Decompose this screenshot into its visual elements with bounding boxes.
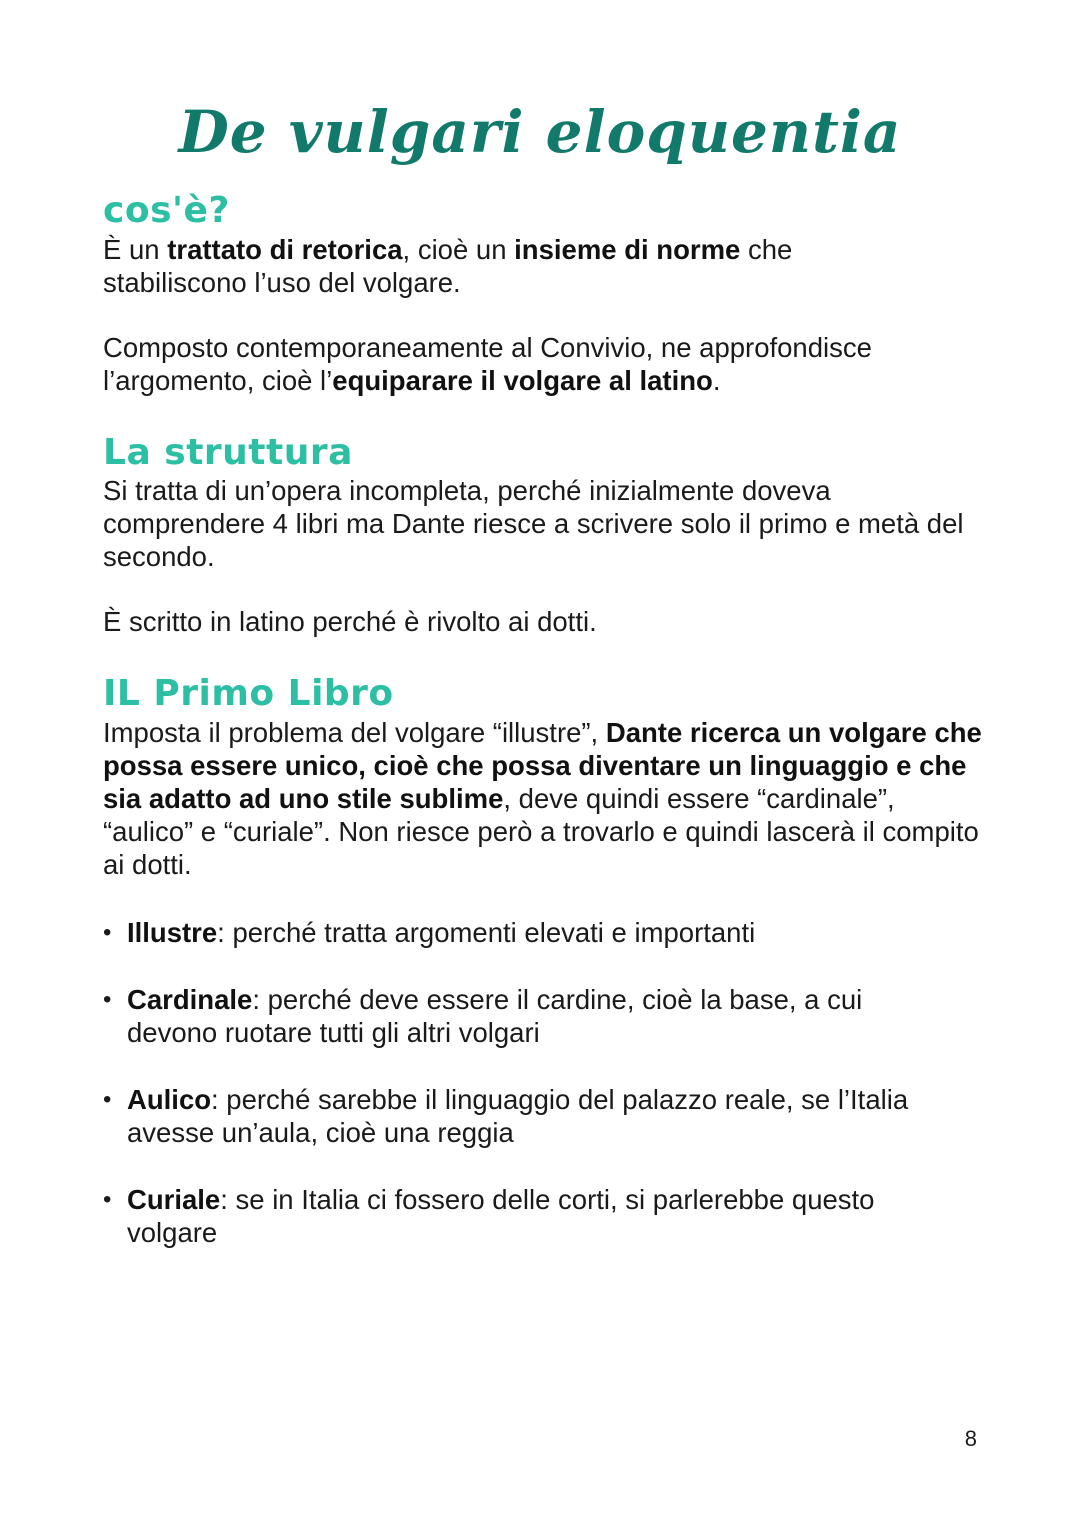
bullet-icon: • xyxy=(103,919,112,946)
list-item-cardinale: • Cardinale: perché deve essere il cardine, cioè la base, a cui devono ruotare tutti gli altri volgari xyxy=(103,984,863,1048)
paragraph-primo-libro-1: Imposta il problema del volgare “illustre”, Dante ricerca un volgare che possa essere unico, cioè che possa diventare un linguaggio e che sia adatto ad uno stile sublime, deve quindi essere “cardinale”, “aulico” e “curiale”. Non riesce però a trovarlo e quindi lascerà il compito ai dotti. xyxy=(103,717,982,880)
list-item-illustre: • Illustre: perché tratta argomenti elevati e importanti xyxy=(103,917,756,948)
section-heading-struttura: La struttura xyxy=(103,432,353,473)
page-title: De vulgari eloquentia xyxy=(178,98,902,166)
list-item-curiale: • Curiale: se in Italia ci fossero delle corti, si parlerebbe questo volgare xyxy=(103,1184,875,1248)
paragraph-cose-1: È un trattato di retorica, cioè un insieme di norme che stabiliscono l’uso del volgare. xyxy=(103,234,793,298)
page-number: 8 xyxy=(964,1426,977,1451)
section-heading-primo-libro: IL Primo Libro xyxy=(103,673,394,714)
paragraph-struttura-2: È scritto in latino perché è rivolto ai dotti. xyxy=(103,606,597,637)
section-heading-cose: cos'è? xyxy=(103,190,230,231)
bullet-icon: • xyxy=(103,986,112,1013)
paragraph-struttura-1: Si tratta di un’opera incompleta, perché inizialmente doveva comprendere 4 libri ma Dante riesce a scrivere solo il primo e metà del secondo. xyxy=(103,475,964,572)
bullet-icon: • xyxy=(103,1086,112,1113)
list-item-aulico: • Aulico: perché sarebbe il linguaggio del palazzo reale, se l’Italia avesse un’aula, cioè una reggia xyxy=(103,1084,909,1148)
bullet-icon: • xyxy=(103,1186,112,1213)
paragraph-cose-2: Composto contemporaneamente al Convivio, ne approfondisce l’argomento, cioè l’equiparare il volgare al latino. xyxy=(103,332,872,396)
